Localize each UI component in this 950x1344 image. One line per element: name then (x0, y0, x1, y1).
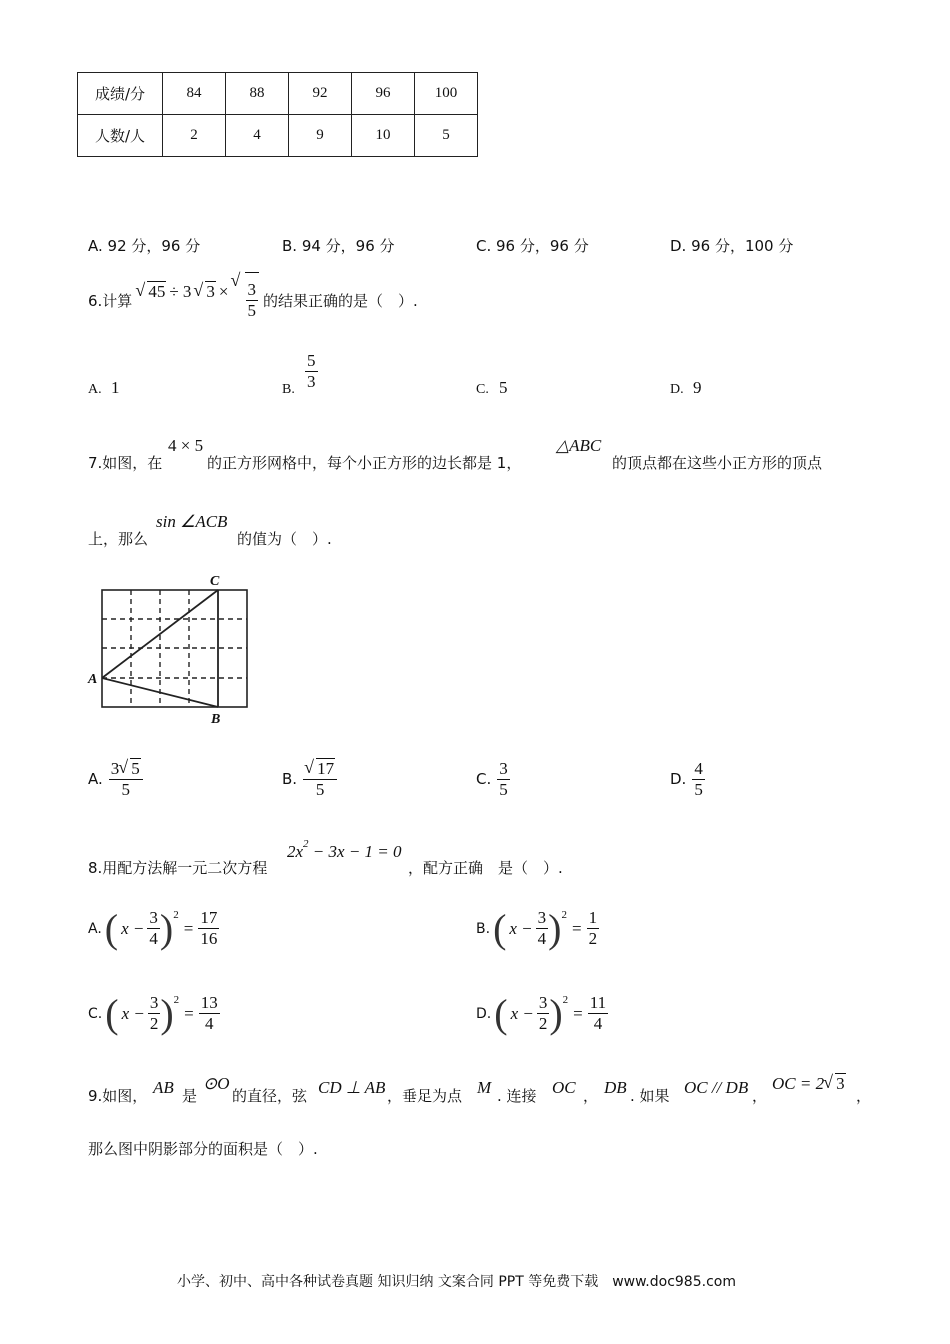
sqrt-symbol (136, 282, 166, 302)
q7-line2-suffix: 的值为（ ）. (237, 530, 332, 548)
fraction-numerator: 1 (588, 908, 598, 928)
table-cell: 100 (415, 73, 478, 115)
q9-circle-o: ⊙O (203, 1074, 230, 1093)
q6-expression (136, 272, 259, 320)
q9-is: 是 (182, 1087, 198, 1105)
q6-divide: ÷ 3 (169, 282, 192, 301)
right-paren: ) (159, 906, 174, 951)
q6-label-c: C. (476, 382, 489, 397)
q7-sin-expression: sin ∠ACB (156, 512, 228, 531)
table-cell: 84 (163, 73, 226, 115)
left-paren: ( (494, 991, 508, 1036)
q9-cd-perp-ab: CD ⊥ AB (318, 1078, 386, 1097)
q8-option-a (88, 905, 219, 952)
fraction-denominator: 2 (588, 929, 598, 948)
q5-option-b: B. 94 分，96 分 (282, 237, 395, 255)
oc-equals: OC = 2 (772, 1074, 825, 1093)
equation-part: − 3x − 1 = 0 (308, 842, 402, 861)
q9-oc-value (772, 1074, 846, 1094)
q9-line2: 那么图中阴影部分的面积是（ ）. (88, 1140, 318, 1158)
exponent: 2 (562, 993, 569, 1006)
q8-option-b (476, 905, 599, 952)
q6-prefix: 6.计算 (88, 291, 133, 310)
q9-if-text: . 如果 (630, 1087, 670, 1105)
q9-diameter-text: 的直径，弦 (232, 1087, 308, 1105)
question-6 (88, 272, 418, 328)
q9-foot-text: ，垂足为点 (387, 1087, 463, 1105)
fraction-denominator: 4 (593, 1014, 603, 1033)
radicand: 5 (131, 759, 140, 778)
option-label: A. (88, 920, 102, 937)
fraction-numerator: √ 3 (247, 280, 256, 300)
sqrt-symbol (824, 1074, 846, 1094)
fraction-denominator: 16 (200, 929, 218, 948)
q9-point-m: M (477, 1078, 492, 1097)
equals: = (184, 1003, 194, 1023)
left-paren: ( (104, 906, 119, 951)
q6-label-b: B. (282, 382, 295, 397)
option-label: C. (476, 770, 492, 789)
q6-radicand-2: 3 (206, 282, 215, 301)
x-minus: x − (121, 1003, 145, 1023)
option-label: B. (476, 920, 491, 937)
fraction-numerator: 3 (149, 908, 158, 928)
option-label: A. (88, 770, 103, 789)
q7-option-b (282, 760, 337, 799)
fraction-denominator: 4 (537, 929, 547, 948)
q8-option-c (88, 990, 220, 1037)
x-minus: x − (510, 1003, 534, 1023)
q7-prefix: 7.如图，在 (88, 454, 163, 472)
option-label: D. (670, 770, 687, 789)
fraction-denominator: 4 (205, 1014, 214, 1033)
fraction-denominator: 3 (307, 371, 316, 391)
q6-option-c: 5 (499, 378, 508, 397)
fraction-denominator: 4 (149, 929, 158, 948)
q6-times: × (218, 282, 229, 301)
q6-label-a: A. (88, 382, 102, 397)
q5-option-c: C. 96 分，96 分 (476, 237, 589, 255)
equals: = (183, 918, 194, 938)
q7-option-d (670, 760, 705, 799)
q9-connect-text: . 连接 (497, 1087, 537, 1105)
fraction-numerator: 17 (200, 908, 218, 928)
q9-oc: OC (552, 1078, 576, 1097)
option-label: B. (282, 770, 298, 789)
q9-db: DB (604, 1078, 627, 1097)
fraction-denominator: 5 (499, 779, 508, 799)
label-a: A (88, 672, 98, 687)
x-minus: x − (509, 918, 533, 938)
q7-option-a (88, 760, 143, 799)
sqrt-symbol (119, 760, 141, 778)
right-paren: ) (549, 991, 563, 1036)
equals: = (573, 1003, 583, 1023)
grid-dashed-lines (102, 590, 247, 707)
q7-option-c (476, 760, 510, 799)
sqrt-symbol (194, 282, 216, 302)
q6-option-d: 9 (693, 378, 702, 397)
sqrt-symbol (305, 760, 335, 778)
fraction-numerator: 3 (537, 908, 547, 928)
q9-comma-3: ， (856, 1087, 872, 1105)
fraction-denominator: 2 (538, 1014, 548, 1033)
equals: = (572, 918, 582, 938)
q9-prefix: 9.如图， (88, 1087, 148, 1105)
table-cell: 96 (352, 73, 415, 115)
right-paren: ) (548, 906, 562, 951)
equation-part: 2x (287, 842, 304, 861)
table-cell: 4 (226, 115, 289, 157)
table-cell: 2 (163, 115, 226, 157)
exponent: 2 (173, 993, 180, 1006)
sqrt-symbol (232, 272, 260, 320)
q7-triangle: △ABC (556, 436, 602, 455)
x-minus: x − (121, 918, 145, 938)
q8-prefix: 8.用配方法解一元二次方程 (88, 859, 268, 877)
fraction-denominator: 5 (315, 779, 325, 799)
q8-option-d (476, 990, 608, 1037)
q7-grid-figure (85, 568, 260, 728)
fraction-denominator: 2 (149, 1014, 159, 1033)
fraction-denominator: 5 (121, 779, 131, 799)
q9-comma-2: ， (752, 1087, 768, 1105)
fraction-numerator: 11 (589, 993, 607, 1013)
table-header-cell: 成绩/分 (78, 73, 163, 115)
fraction-numerator: 3 (499, 759, 508, 778)
table-cell: 10 (352, 115, 415, 157)
q9-parallel: OC // DB (684, 1078, 749, 1097)
table-header-cell: 人数/人 (78, 115, 163, 157)
option-label: C. (88, 1005, 103, 1022)
q6-label-d: D. (670, 382, 684, 397)
fraction-numerator: 13 (200, 993, 218, 1013)
q6-radicand-1: 45 (148, 282, 166, 301)
left-paren: ( (493, 906, 507, 951)
left-paren: ( (105, 991, 119, 1036)
q6-option-b (305, 352, 318, 391)
q7-line1-suffix: 的顶点都在这些小正方形的顶点 (612, 454, 823, 472)
q7-line1-mid: 的正方形网格中，每个小正方形的边长都是 1， (207, 454, 522, 472)
exponent: 2 (173, 908, 179, 921)
exponent: 2 (303, 838, 309, 850)
q9-comma: ， (583, 1087, 599, 1105)
table-cell: 5 (415, 115, 478, 157)
q9-ab: AB (153, 1078, 174, 1097)
label-b: B (211, 712, 221, 727)
fraction-denominator: 5 (694, 779, 703, 799)
radicand: 17 (317, 759, 335, 778)
table-row (78, 73, 478, 115)
q5-option-a: A. 92 分，96 分 (88, 237, 201, 255)
radicand: 3 (836, 1074, 845, 1093)
fraction-numerator: 5 (307, 351, 316, 370)
right-paren: ) (160, 991, 174, 1036)
q5-option-d: D. 96 分，100 分 (670, 237, 794, 255)
table-row (78, 115, 478, 157)
page-footer: 小学、初中、高中各种试卷真题 知识归纳 文案合同 PPT 等免费下载 www.doc985.com (177, 1274, 736, 1290)
table-cell: 88 (226, 73, 289, 115)
q6-option-a: 1 (111, 378, 120, 397)
label-c: C (210, 574, 220, 589)
option-label: D. (476, 1005, 492, 1022)
q6-suffix: 的结果正确的是（ ）. (263, 291, 418, 310)
q8-equation (287, 838, 402, 862)
q7-grid-size: 4 × 5 (168, 436, 204, 455)
exponent: 2 (561, 908, 567, 921)
score-table (77, 72, 478, 157)
q6-fraction (246, 281, 259, 320)
table-cell: 92 (289, 73, 352, 115)
fraction-numerator: 3 (538, 993, 548, 1013)
fraction-numerator: 3 (149, 993, 159, 1013)
q7-line2-prefix: 上，那么 (88, 530, 149, 548)
table-cell: 9 (289, 115, 352, 157)
coefficient: 3 (110, 759, 120, 778)
q8-suffix: ，配方正确 是（ ）. (408, 859, 563, 877)
fraction-denominator: 5 (247, 301, 256, 320)
fraction-numerator: 4 (694, 759, 703, 778)
